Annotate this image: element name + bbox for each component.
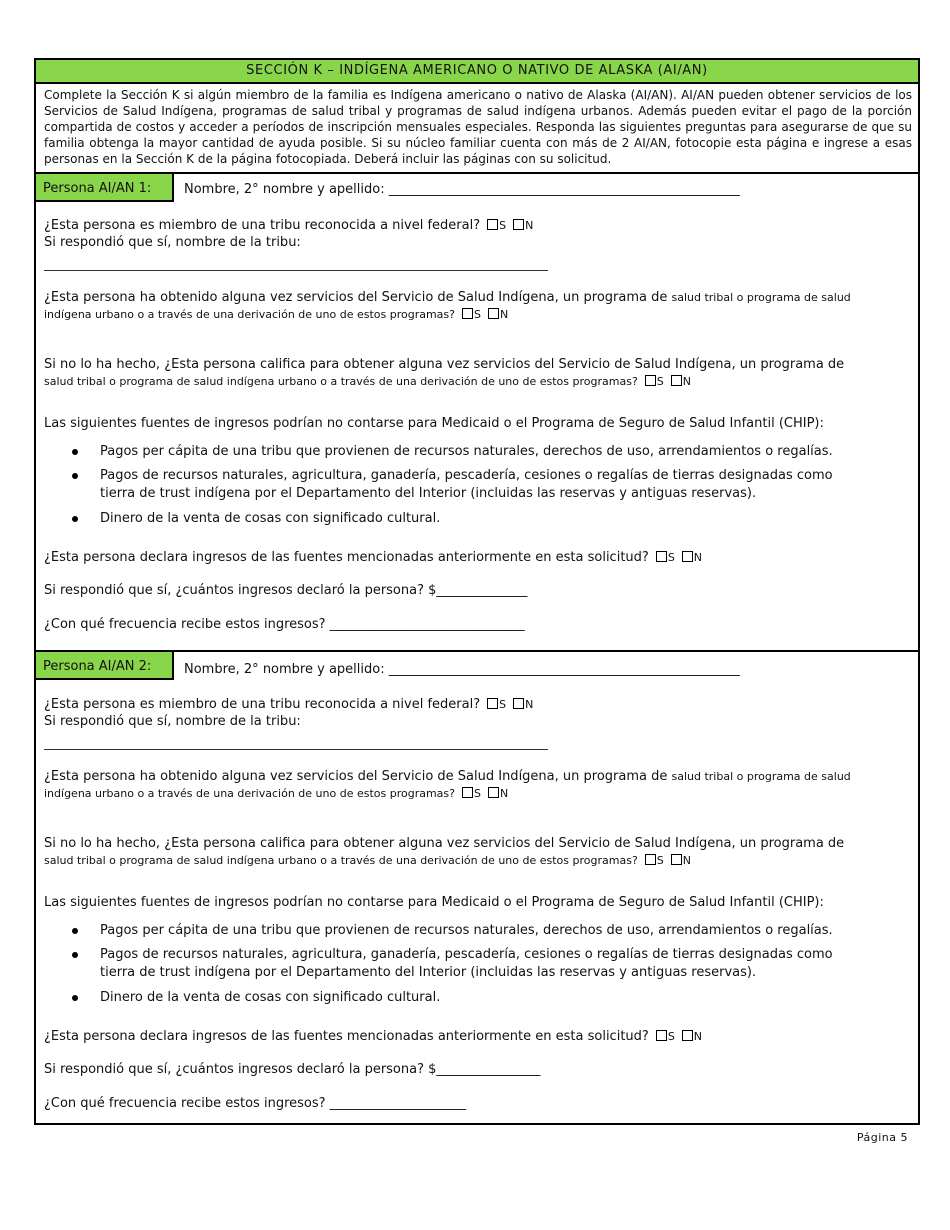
ihs-question: ¿Esta persona ha obtenido alguna vez servicios del Servicio de Salud Indígena, un programa de salud tribal o programa de salud: [44, 769, 851, 784]
ihs-question-cont: indígena urbano o a través de una derivación de uno de estos programas? S N: [44, 308, 509, 321]
ihs-question: ¿Esta persona ha obtenido alguna vez servicios del Servicio de Salud Indígena, un programa de salud tribal o programa de salud: [44, 290, 851, 305]
ihs-question-cont: indígena urbano o a través de una derivación de uno de estos programas? S N: [44, 787, 509, 800]
bullet-item: Dinero de la venta de cosas con significado cultural.: [100, 511, 440, 526]
income-frequency-field[interactable]: ¿Con qué frecuencia recibe estos ingresos? _____________________: [44, 1096, 467, 1111]
bullet-icon: [72, 473, 78, 479]
person-block-2: [36, 650, 918, 1127]
yes-checkbox[interactable]: [645, 854, 656, 865]
declare-question: ¿Esta persona declara ingresos de las fuentes mencionadas anteriormente en esta solicitud? S N: [44, 550, 703, 565]
section-k-frame: [34, 58, 920, 1125]
tribe-name-label: Si respondió que sí, nombre de la tribu:: [44, 235, 301, 250]
yes-checkbox[interactable]: [462, 787, 473, 798]
income-amount-field[interactable]: Si respondió que sí, ¿cuántos ingresos declaró la persona? $________________: [44, 1062, 541, 1077]
income-frequency-field[interactable]: ¿Con qué frecuencia recibe estos ingresos? ______________________________: [44, 617, 525, 632]
bullet-icon: [72, 995, 78, 1001]
bullet-item-cont: tierra de trust indígena por el Departamento del Interior (incluidas las reservas y antiguas reservas).: [100, 965, 757, 980]
page-number: Página 5: [856, 1131, 908, 1144]
eligibility-question-cont: salud tribal o programa de salud indígena urbano o a través de una derivación de uno de estos programas? S N: [44, 375, 691, 388]
income-amount-field[interactable]: Si respondió que sí, ¿cuántos ingresos declaró la persona? $______________: [44, 583, 528, 598]
no-checkbox[interactable]: [488, 787, 499, 798]
section-title: SECCIÓN K – INDÍGENA AMERICANO O NATIVO DE ALASKA (AI/AN): [36, 60, 918, 84]
income-intro: Las siguientes fuentes de ingresos podrían no contarse para Medicaid o el Programa de Seguro de Salud Infantil (CHIP):: [44, 895, 824, 910]
bullet-item-cont: tierra de trust indígena por el Departamento del Interior (incluidas las reservas y antiguas reservas).: [100, 486, 757, 501]
income-intro: Las siguientes fuentes de ingresos podrían no contarse para Medicaid o el Programa de Seguro de Salud Infantil (CHIP):: [44, 416, 824, 431]
name-field[interactable]: Nombre, 2° nombre y apellido: ______________________________________________________: [184, 182, 740, 197]
bullet-item: Pagos de recursos naturales, agricultura, ganadería, pescadería, cesiones o regalías de tierras designadas como: [100, 947, 833, 962]
section-intro: Complete la Sección K si algún miembro de la familia es Indígena americano o nativo de Alaska (AI/AN). AI/AN pueden obtener servicios de los Servicios de Salud Indígena, programas de salud tribal y programas de salud indígena urbanos. Además pueden evitar el pago de la porción compartida de costos y acceder a períodos de inscripción mensuales especiales. Responda las siguientes preguntas para asegurarse de que su familia obtenga la mayor cantidad de ayuda posible. Si su núcleo familiar cuenta con más de 2 AI/AN, fotocopie esta página e ingrese a esas personas en la Sección K de la página fotocopiada. Deberá incluir las páginas con su solicitud.: [44, 88, 912, 166]
no-checkbox[interactable]: [488, 308, 499, 319]
bullet-icon: [72, 516, 78, 522]
bullet-icon: [72, 952, 78, 958]
yes-checkbox[interactable]: [487, 219, 498, 230]
eligibility-question: Si no lo ha hecho, ¿Esta persona califica para obtener alguna vez servicios del Servicio de Salud Indígena, un programa de: [44, 836, 845, 851]
yes-checkbox[interactable]: [462, 308, 473, 319]
no-checkbox[interactable]: [671, 854, 682, 865]
tribe-name-field[interactable]: ____________________________________________________________________________________: [44, 257, 548, 271]
no-checkbox[interactable]: [513, 698, 524, 709]
person-tab-1: Persona AI/AN 1:: [36, 174, 174, 202]
no-checkbox[interactable]: [671, 375, 682, 386]
no-checkbox[interactable]: [682, 551, 693, 562]
bullet-item: Pagos per cápita de una tribu que provienen de recursos naturales, derechos de uso, arrendamientos o regalías.: [100, 923, 833, 938]
eligibility-question-cont: salud tribal o programa de salud indígena urbano o a través de una derivación de uno de estos programas? S N: [44, 854, 691, 867]
no-checkbox[interactable]: [682, 1030, 693, 1041]
yes-checkbox[interactable]: [656, 1030, 667, 1041]
bullet-icon: [72, 449, 78, 455]
bullet-item: Pagos per cápita de una tribu que provienen de recursos naturales, derechos de uso, arrendamientos o regalías.: [100, 444, 833, 459]
tribe-question: ¿Esta persona es miembro de una tribu reconocida a nivel federal? S N: [44, 697, 534, 712]
yes-checkbox[interactable]: [487, 698, 498, 709]
tribe-question: ¿Esta persona es miembro de una tribu reconocida a nivel federal? S N: [44, 218, 534, 233]
bullet-icon: [72, 928, 78, 934]
person-block-1: [36, 172, 918, 650]
bullet-item: Dinero de la venta de cosas con significado cultural.: [100, 990, 440, 1005]
yes-checkbox[interactable]: [645, 375, 656, 386]
declare-question: ¿Esta persona declara ingresos de las fuentes mencionadas anteriormente en esta solicitud? S N: [44, 1029, 703, 1044]
tribe-name-label: Si respondió que sí, nombre de la tribu:: [44, 714, 301, 729]
no-checkbox[interactable]: [513, 219, 524, 230]
tribe-name-field[interactable]: ____________________________________________________________________________________: [44, 736, 548, 750]
person-tab-2: Persona AI/AN 2:: [36, 652, 174, 680]
eligibility-question: Si no lo ha hecho, ¿Esta persona califica para obtener alguna vez servicios del Servicio de Salud Indígena, un programa de: [44, 357, 845, 372]
name-field[interactable]: Nombre, 2° nombre y apellido: ______________________________________________________: [184, 662, 740, 677]
bullet-item: Pagos de recursos naturales, agricultura, ganadería, pescadería, cesiones o regalías de tierras designadas como: [100, 468, 833, 483]
yes-checkbox[interactable]: [656, 551, 667, 562]
